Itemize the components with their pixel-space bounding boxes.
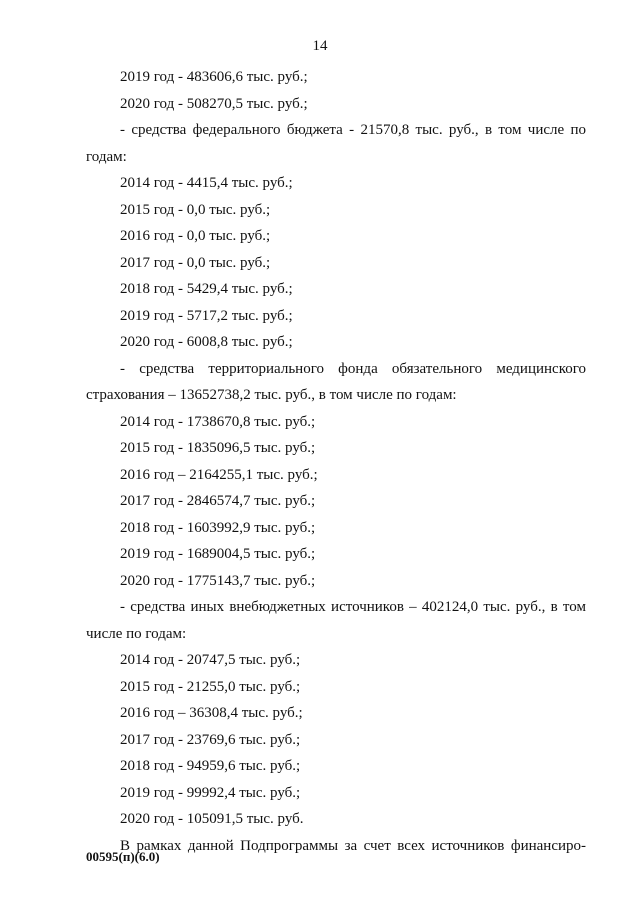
document-body [86, 64, 586, 859]
text-line: 2014 год - 4415,4 тыс. руб.; [120, 175, 293, 191]
text-line: 2014 год - 20747,5 тыс. руб.; [120, 652, 301, 668]
text-line: 2017 год - 2846574,7 тыс. руб.; [120, 493, 316, 509]
text-line: 2017 год - 23769,6 тыс. руб.; [120, 731, 301, 748]
text-line: 2015 год - 1835096,5 тыс. руб.; [120, 440, 316, 456]
paragraph-line: - средства иных внебюджетных источников – 402124,0 тыс. руб., в том [120, 599, 586, 615]
text-line: 2018 год - 5429,4 тыс. руб.; [120, 281, 293, 297]
text-line: 2020 год - 105091,5 тыс. руб. [120, 811, 304, 827]
text-line: 2020 год - 508270,5 тыс. руб.; [120, 95, 308, 112]
text-line: 2019 год - 1689004,5 тыс. руб.; [120, 546, 316, 562]
text-line: 2019 год - 483606,6 тыс. руб.; [120, 69, 308, 85]
text-line: 2016 год – 2164255,1 тыс. руб.; [120, 466, 318, 483]
text-line: 2015 год - 0,0 тыс. руб.; [120, 201, 271, 218]
paragraph-line: - средства федерального бюджета - 21570,8 тыс. руб., в том числе по [120, 122, 586, 138]
text-line: 2015 год - 21255,0 тыс. руб.; [120, 678, 301, 695]
text-line: 2019 год - 99992,4 тыс. руб.; [120, 784, 301, 801]
text-line: 2019 год - 5717,2 тыс. руб.; [120, 307, 293, 324]
paragraph-line: В рамках данной Подпрограммы за счет всех источников финансиро- [120, 837, 586, 854]
text-line: 2018 год - 94959,6 тыс. руб.; [120, 758, 301, 774]
text-line: 2017 год - 0,0 тыс. руб.; [120, 254, 271, 271]
text-line: 2016 год - 0,0 тыс. руб.; [120, 228, 271, 244]
document-code: 00595(п)(6.0) [86, 849, 160, 864]
text-line: 2018 год - 1603992,9 тыс. руб.; [120, 519, 316, 536]
text-line: 2014 год - 1738670,8 тыс. руб.; [120, 413, 316, 430]
paragraph-line: числе по годам: [86, 625, 187, 642]
text-line: 2020 год - 6008,8 тыс. руб.; [120, 334, 293, 350]
page-number: 14 [312, 38, 328, 54]
text-line: 2020 год - 1775143,7 тыс. руб.; [120, 572, 316, 589]
text-line: 2016 год – 36308,4 тыс. руб.; [120, 705, 303, 721]
paragraph-line: годам: [86, 148, 127, 165]
paragraph-line: - средства территориального фонда обязательного медицинского [120, 360, 586, 377]
paragraph-line: страхования – 13652738,2 тыс. руб., в том числе по годам: [86, 387, 457, 403]
